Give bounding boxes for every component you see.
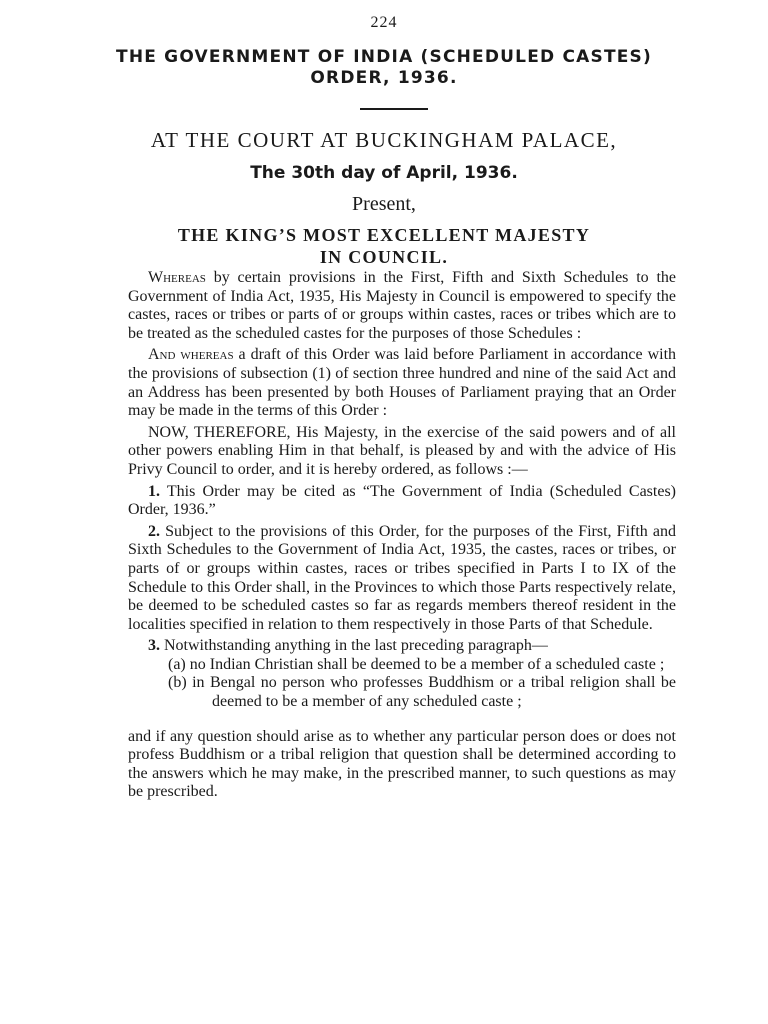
clause-a-text: no Indian Christian shall be deemed to be a member of a scheduled caste ; — [185, 655, 665, 673]
order-title-line-1: THE GOVERNMENT OF INDIA (SCHEDULED CASTES) — [116, 47, 652, 67]
clause-b-text: in Bengal no person who professes Buddhism or a tribal religion shall be deemed to be a member of any scheduled caste ; — [186, 674, 676, 711]
and-whereas-lead: And whereas — [148, 346, 234, 364]
order-date: The 30th day of April, 1936. — [250, 163, 518, 183]
king-in-council-heading — [0, 224, 768, 268]
order-title — [0, 47, 768, 89]
closing-paragraph: and if any question should arise as to whether any particular person does or does not profess Buddhism or a tribal religion that question shall be determined according to the answers which he may make, in the prescribed manner, to such questions as may be prescribed. — [128, 727, 676, 801]
section-1 — [128, 483, 676, 520]
section-1-text: This Order may be cited as “The Government of India (Scheduled Castes) Order, 1936.” — [128, 482, 676, 519]
king-line-1: THE KING’S MOST EXCELLENT MAJESTY — [177, 225, 591, 245]
title-divider — [360, 108, 428, 110]
whereas-lead: Whereas — [148, 269, 206, 286]
present-label: Present, — [352, 193, 416, 215]
section-3-text: Notwithstanding anything in the last preceding paragraph— — [160, 637, 548, 655]
section-2-text: Subject to the provisions of this Order, for the purposes of the First, Fifth and Sixth Schedules to the Government of India Act, 1935, the castes, races or tribes, or parts of or groups within castes, races or tribes specified in Parts I to IX of the Schedule to this Order shall, in the Provinces to which those Parts respectively relate, be deemed to be scheduled castes so far as regards members thereof resident in the localities specified in relation to them respectively in those Parts of that Schedule. — [128, 522, 676, 633]
paragraph-now-therefore: NOW, THEREFORE, His Majesty, in the exercise of the said powers and of all other powers enabling Him in that behalf, is pleased by and with the advice of His Privy Council to order, and it is hereby ordered, as follows :— — [128, 423, 676, 478]
clause-b — [168, 674, 676, 711]
section-2 — [128, 523, 676, 635]
king-line-2: IN COUNCIL. — [319, 247, 449, 267]
paragraph-and-whereas — [128, 346, 676, 420]
clause-a — [168, 656, 676, 675]
section-1-number: 1. — [148, 482, 160, 500]
section-3 — [128, 637, 676, 656]
page-number: 224 — [370, 14, 398, 31]
clause-b-label: (b) — [168, 674, 187, 692]
court-heading: AT THE COURT AT BUCKINGHAM PALACE, — [150, 128, 618, 152]
section-3-number: 3. — [148, 637, 160, 655]
whereas-text: by certain provisions in the First, Fifth and Sixth Schedules to the Government of India Act, 1935, His Majesty in Council is empowered to specify the castes, races or tribes or parts of or groups within castes, races or tribes which are to be treated as the scheduled castes for the purposes of those Schedules : — [128, 269, 676, 342]
section-2-number: 2. — [148, 522, 160, 540]
paragraph-whereas — [128, 269, 676, 343]
order-title-line-2: ORDER, 1936. — [310, 68, 458, 88]
and-whereas-text: a draft of this Order was laid before Parliament in accordance with the provisions of subsection (1) of section three hundred and nine of the said Act and an Address has been presented by both Houses of Parliament praying that an Order may be made in the terms of this Order : — [128, 346, 677, 420]
order-body — [128, 269, 676, 802]
clause-a-label: (a) — [168, 655, 186, 673]
